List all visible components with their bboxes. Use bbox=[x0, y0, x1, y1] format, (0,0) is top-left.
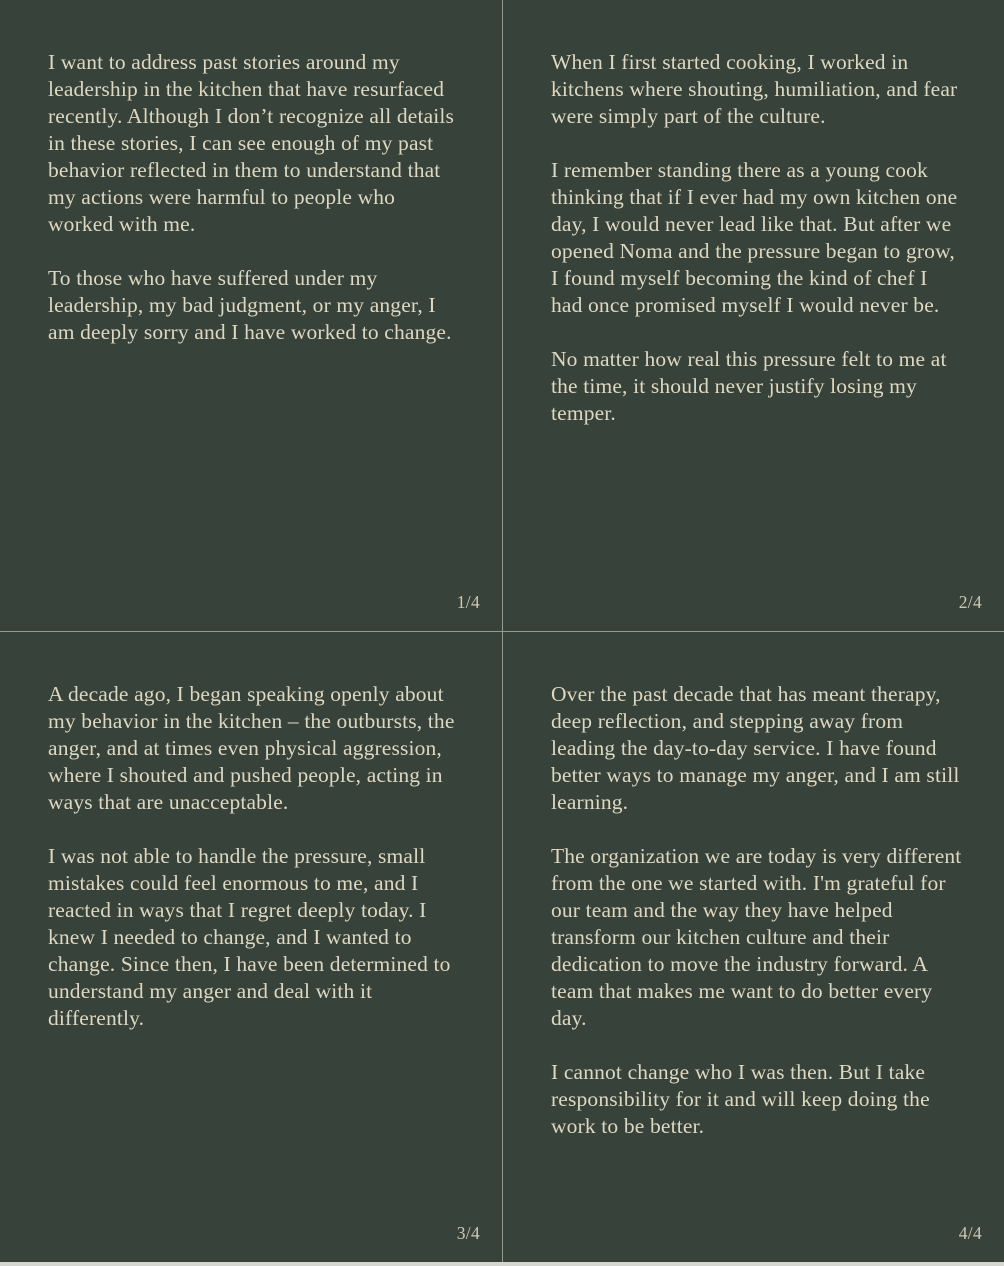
page-indicator: 2/4 bbox=[958, 592, 982, 612]
slide-text bbox=[551, 49, 962, 427]
slide-paragraph: I want to address past stories around my leadership in the kitchen that have resurfaced recently. Although I don’t recognize all details in these stories, I can see enough of my past behavior reflected in them to understand that my actions were harmful to people who worked with me. bbox=[48, 50, 455, 236]
slide-text bbox=[48, 49, 460, 346]
slide-paragraph: A decade ago, I began speaking openly about my behavior in the kitchen – the outbursts, the anger, and at times even physical aggression, where I shouted and pushed people, acting in ways that are unacceptable. bbox=[48, 682, 455, 814]
slide-paragraph: I cannot change who I was then. But I take responsibility for it and will keep doing the work to be better. bbox=[551, 1060, 930, 1138]
slide-paragraph: To those who have suffered under my leadership, my bad judgment, or my anger, I am deeply sorry and I have worked to change. bbox=[48, 266, 452, 344]
slide-paragraph: When I first started cooking, I worked in kitchens where shouting, humiliation, and fear were simply part of the culture. bbox=[551, 50, 958, 128]
carousel-slide-1[interactable] bbox=[0, 0, 502, 631]
slide-paragraph: No matter how real this pressure felt to me at the time, it should never justify losing my temper. bbox=[551, 347, 947, 425]
carousel-slide-2[interactable] bbox=[503, 0, 1004, 631]
next-row-edge-strip bbox=[0, 1262, 1004, 1266]
carousel-slide-4[interactable] bbox=[503, 632, 1004, 1262]
slide-paragraph: I was not able to handle the pressure, small mistakes could feel enormous to me, and I reacted in ways that I regret deeply today. I knew I needed to change, and I wanted to change. Since then, I have been determined to understand my anger and deal with it differently. bbox=[48, 844, 451, 1030]
page-indicator: 1/4 bbox=[456, 592, 480, 612]
slide-paragraph: The organization we are today is very different from the one we started with. I'm grateful for our team and the way they have helped transform our kitchen culture and their dedication to move the industry forward. A team that makes me want to do better every day. bbox=[551, 844, 962, 1030]
slide-text bbox=[48, 681, 460, 1032]
slide-text bbox=[551, 681, 962, 1140]
carousel-slide-3[interactable] bbox=[0, 632, 502, 1262]
slide-paragraph: I remember standing there as a young cook thinking that if I ever had my own kitchen one day, I would never lead like that. But after we opened Noma and the pressure began to grow, I found myself becoming the kind of chef I had once promised myself I would never be. bbox=[551, 158, 958, 317]
page-indicator: 3/4 bbox=[456, 1223, 480, 1243]
page-indicator: 4/4 bbox=[958, 1223, 982, 1243]
slide-paragraph: Over the past decade that has meant therapy, deep reflection, and stepping away from leading the day-to-day service. I have found better ways to manage my anger, and I am still learning. bbox=[551, 682, 960, 814]
